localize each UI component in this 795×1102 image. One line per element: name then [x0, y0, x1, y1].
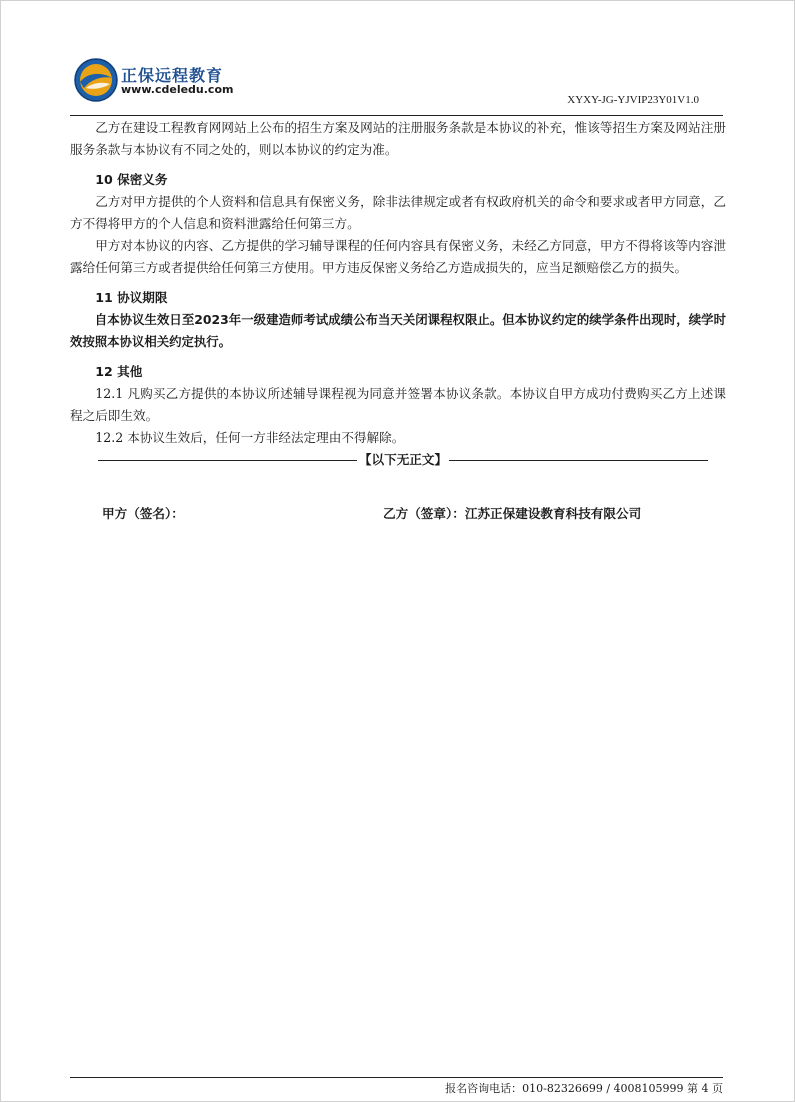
- page-footer: 报名咨询电话：010-82326699 / 4008105999 第 4 页: [445, 1082, 723, 1095]
- brand-url[interactable]: www.cdeledu.com: [121, 83, 234, 96]
- cdeledu-logo: [74, 58, 118, 102]
- footer-divider: [70, 1077, 723, 1078]
- header-divider: [70, 115, 723, 116]
- other-paragraph-12-1: 12.1 凡购买乙方提供的本协议所述辅导课程视为同意并签署本协议条款。本协议自甲方成功付费购买乙方上述课程之后即生效。: [70, 386, 726, 423]
- document-body: [70, 117, 726, 471]
- party-b-signature: 乙方（签章）：江苏正保建设教育科技有限公司: [383, 506, 642, 521]
- document-code: XYXY-JG-YJVIP23Y01V1.0: [567, 94, 699, 106]
- brand-name: 正保远程教育: [121, 66, 224, 85]
- confidentiality-paragraph-1: 乙方对甲方提供的个人资料和信息具有保密义务，除非法律规定或者有权政府机关的命令和要求或者甲方同意，乙方不得将甲方的个人信息和资料泄露给任何第三方。: [70, 194, 726, 231]
- end-of-text-marker: [98, 449, 708, 471]
- party-a-signature: 甲方（签名）：: [102, 506, 184, 521]
- section-heading-other: 12 其他: [95, 364, 143, 379]
- intro-paragraph: 乙方在建设工程教育网网站上公布的招生方案及网站的注册服务条款是本协议的补充，惟该等招生方案及网站注册服务条款与本协议有不同之处的，则以本协议的约定为准。: [70, 120, 726, 157]
- end-rule-left: [98, 460, 357, 461]
- section-heading-confidentiality: 10 保密义务: [95, 172, 168, 187]
- end-rule-right: [449, 460, 708, 461]
- confidentiality-paragraph-2: 甲方对本协议的内容、乙方提供的学习辅导课程的任何内容具有保密义务，未经乙方同意，甲方不得将该等内容泄露给任何第三方或者提供给任何第三方使用。甲方违反保密义务给乙方造成损失的，应当足额赔偿乙方的损失。: [70, 238, 726, 275]
- other-paragraph-12-2: 12.2 本协议生效后，任何一方非经法定理由不得解除。: [95, 430, 405, 445]
- end-of-text-label: 【以下无正文】: [358, 452, 448, 467]
- section-heading-term: 11 协议期限: [95, 290, 168, 305]
- term-paragraph: 自本协议生效日至2023年一级建造师考试成绩公布当天关闭课程权限止。但本协议约定的续学条件出现时，续学时效按照本协议相关约定执行。: [70, 312, 726, 349]
